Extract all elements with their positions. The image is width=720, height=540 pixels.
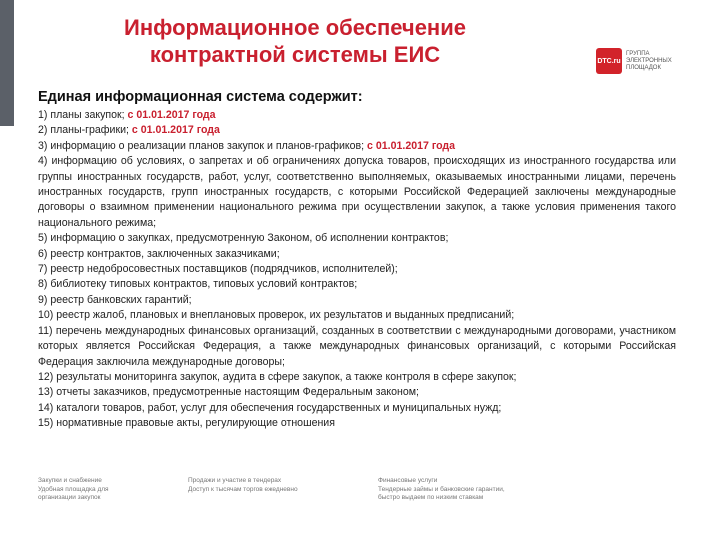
footer <box>38 477 678 503</box>
footer-col1-line2: Удобная площадка для <box>38 485 109 493</box>
section-heading: Единая информационная система содержит: <box>38 89 363 105</box>
list-item: 13) отчеты заказчиков, предусмотренные настоящим Федеральным законом; <box>38 386 419 399</box>
list-item: 11) перечень международных финансовых организаций, созданных в соответствии с международными договорами, участником которых является Российская Федерация, а также международных финансовых организаций, с которыми Российская Федерация заключила международные договоры; <box>38 324 676 368</box>
list-item: 7) реестр недобросовестных поставщиков (подрядчиков, исполнителей); <box>38 263 398 276</box>
logo-badge: DTC.ru <box>596 48 622 74</box>
item-text: 3) информацию о реализации планов закупок и планов-графиков; <box>38 139 368 152</box>
footer-col2-line1: Продажи и участие в тендерах <box>188 477 282 484</box>
logo-line-1: ГРУППА <box>626 50 650 57</box>
dtc-logo <box>596 48 672 74</box>
list-item: 4) информацию об условиях, о запретах и об ограничениях допуска товаров, происходящих из иностранного государства или группы иностранных государств, работ, услуг, соответственно выполняемых, оказываемых иностранными лицами, перечень иностранных государств, групп иностранных государств, с которыми Российской Федерацией заключены международные договоры о взаимном применении национального режима при осуществлении закупок, а также условия применения такого национального режима; <box>38 155 676 229</box>
item-text: 2) планы-графики; <box>38 124 132 137</box>
list-item: 12) результаты мониторинга закупок, аудита в сфере закупок, а также контроля в сфере закупок; <box>38 370 517 383</box>
item-date: с 01.01.2017 года <box>131 124 220 137</box>
footer-col3-line1: Финансовые услуги <box>378 477 438 484</box>
footer-col-finance <box>378 477 505 503</box>
footer-col3-line2: Тендерные займы и банковские гарантии, <box>378 485 505 493</box>
title-line-1: Информационное обеспечение <box>124 15 466 40</box>
footer-col2-line2: Доступ к тысячам торгов ежедневно <box>188 485 298 493</box>
list-item <box>38 123 676 138</box>
item-text: 1) планы закупок; <box>38 109 128 121</box>
footer-col1-line1: Закупки и снабжение <box>38 477 102 484</box>
item-date: с 01.01.2017 года <box>367 139 456 152</box>
footer-col1-line3: организации закупок <box>38 494 101 501</box>
logo-line-2: ЭЛЕКТРОННЫХ <box>626 57 672 64</box>
list-item: 10) реестр жалоб, плановых и внеплановых проверок, их результатов и выданных предписаний; <box>38 309 515 322</box>
list-item <box>38 108 676 123</box>
logo-text <box>626 51 672 72</box>
list-item: 8) библиотеку типовых контрактов, типовых условий контрактов; <box>38 278 358 291</box>
title-line-2: контрактной системы ЕИС <box>149 42 441 67</box>
list-item: 15) нормативные правовые акты, регулирующие отношения <box>38 417 335 430</box>
footer-col-procurement <box>38 477 188 503</box>
eis-content-list <box>38 108 676 432</box>
footer-col3-line3: быстро выдаем по низким ставкам <box>378 494 484 501</box>
item-date: с 01.01.2017 года <box>127 109 216 121</box>
logo-line-3: ПЛОЩАДОК <box>626 64 661 71</box>
list-item: 6) реестр контрактов, заключенных заказчиками; <box>38 247 280 260</box>
list-item <box>38 139 676 154</box>
footer-col-sales <box>188 477 378 503</box>
list-item: 9) реестр банковских гарантий; <box>38 293 192 306</box>
list-item: 5) информацию о закупках, предусмотренную Законом, об исполнении контрактов; <box>38 232 449 245</box>
list-item: 14) каталоги товаров, работ, услуг для обеспечения государственных и муниципальных нужд; <box>38 401 502 414</box>
